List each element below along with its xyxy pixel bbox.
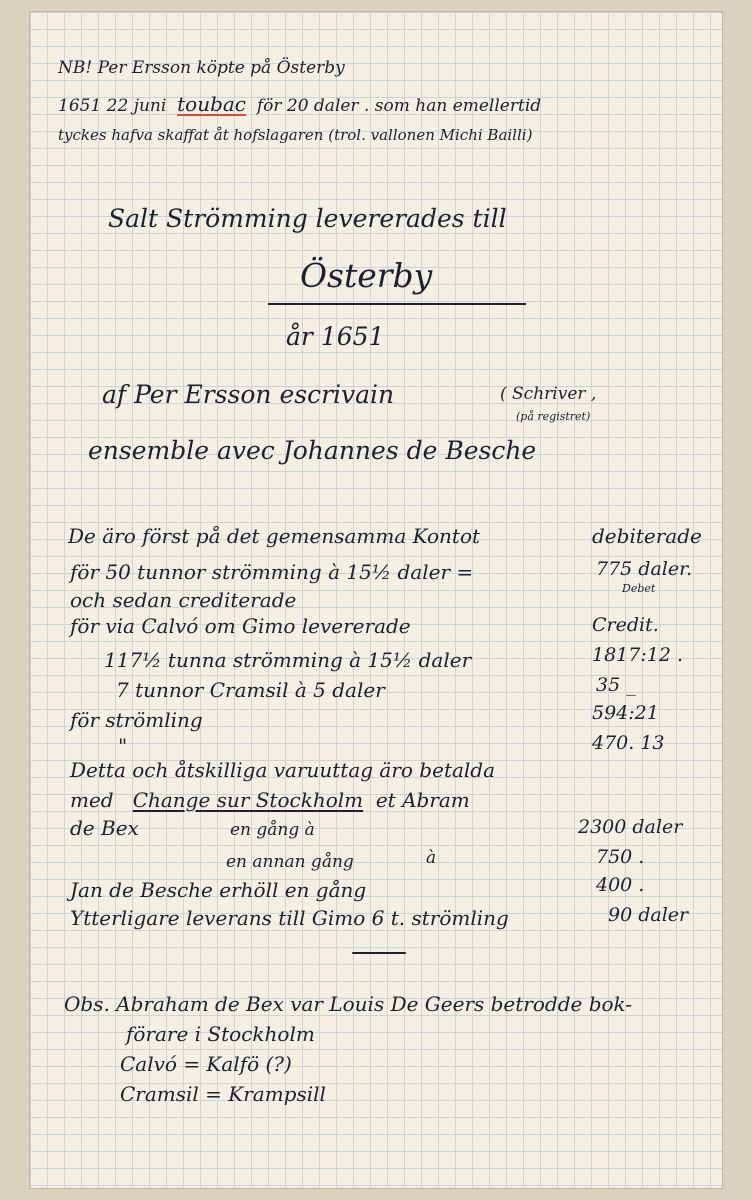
title-ensemble: ensemble avec Johannes de Besche: [88, 436, 537, 465]
payments-change: Change sur Stockholm: [132, 788, 364, 812]
account-amount: 594:21: [592, 702, 659, 724]
payments-abram: et Abram: [375, 788, 470, 812]
title-line: Salt Strömming levererades till: [108, 204, 507, 233]
payments-line-3-once: en gång à: [230, 820, 315, 840]
account-row: De äro först på det gemensamma Kontot: [68, 524, 481, 548]
header-note-line-2: [58, 92, 541, 116]
account-amount: 775 daler.: [596, 558, 693, 580]
debet-label: Debet: [622, 582, 656, 595]
title-year: år 1651: [286, 322, 385, 351]
account-row: för strömling: [70, 708, 203, 732]
account-amount: 1817:12 .: [592, 644, 684, 666]
header-note-line-3: tyckes hafva skaffat åt hofslagaren (trol. vallonen Michi Bailli): [58, 126, 533, 144]
note-register: (på registret): [516, 410, 591, 423]
payments-line-3: de Bex: [70, 816, 139, 840]
payments-with: med: [70, 788, 114, 812]
account-row: och sedan crediterade: [70, 588, 297, 612]
header-note-price: för 20 daler . som han emellertid: [256, 96, 542, 116]
ditto-mark: ": [118, 734, 128, 758]
manuscript-page: [30, 12, 722, 1188]
payments-line-4: en annan gång: [226, 852, 354, 872]
header-note-date: 1651 22 juni: [58, 96, 167, 116]
footnote-line-4: Cramsil = Krampsill: [120, 1082, 326, 1106]
payments-line-5: Jan de Besche erhöll en gång: [70, 878, 367, 902]
section-divider: [352, 952, 406, 954]
account-row: 117½ tunna strömming à 15½ daler: [104, 648, 472, 672]
account-amount: 470. 13: [592, 732, 665, 754]
title-by-line: af Per Ersson escrivain: [102, 380, 395, 409]
title-underline: [268, 303, 526, 305]
account-amount: 35 _: [596, 674, 636, 696]
payments-line-4-at: à: [426, 848, 437, 868]
payments-amount: 750 .: [596, 846, 645, 868]
credit-header: Credit.: [592, 614, 659, 636]
payments-amount: 2300 daler: [578, 816, 683, 838]
footnote-line-1: Obs. Abraham de Bex var Louis De Geers betrodde bok-: [64, 992, 633, 1016]
header-note-line-1: NB! Per Ersson köpte på Österby: [58, 58, 345, 78]
account-row: för via Calvó om Gimo levererade: [70, 614, 411, 638]
payments-line-2: [70, 788, 470, 812]
header-note-marked-word: toubac: [177, 92, 247, 116]
footnote-line-2: förare i Stockholm: [126, 1022, 315, 1046]
footnote-line-3: Calvó = Kalfö (?): [120, 1052, 292, 1076]
payments-line-6: Ytterligare leverans till Gimo 6 t. strömling: [70, 906, 509, 930]
account-row: för 50 tunnor strömming à 15½ daler =: [70, 560, 474, 584]
account-row: 7 tunnor Cramsil à 5 daler: [116, 678, 385, 702]
debit-header: debiterade: [592, 524, 702, 548]
title-place: Österby: [300, 256, 433, 295]
payments-amount: 400 .: [596, 874, 645, 896]
payments-amount: 90 daler: [608, 904, 689, 926]
note-schriver: ( Schriver ,: [500, 384, 597, 404]
payments-line-1: Detta och åtskilliga varuuttag äro betalda: [70, 758, 496, 782]
